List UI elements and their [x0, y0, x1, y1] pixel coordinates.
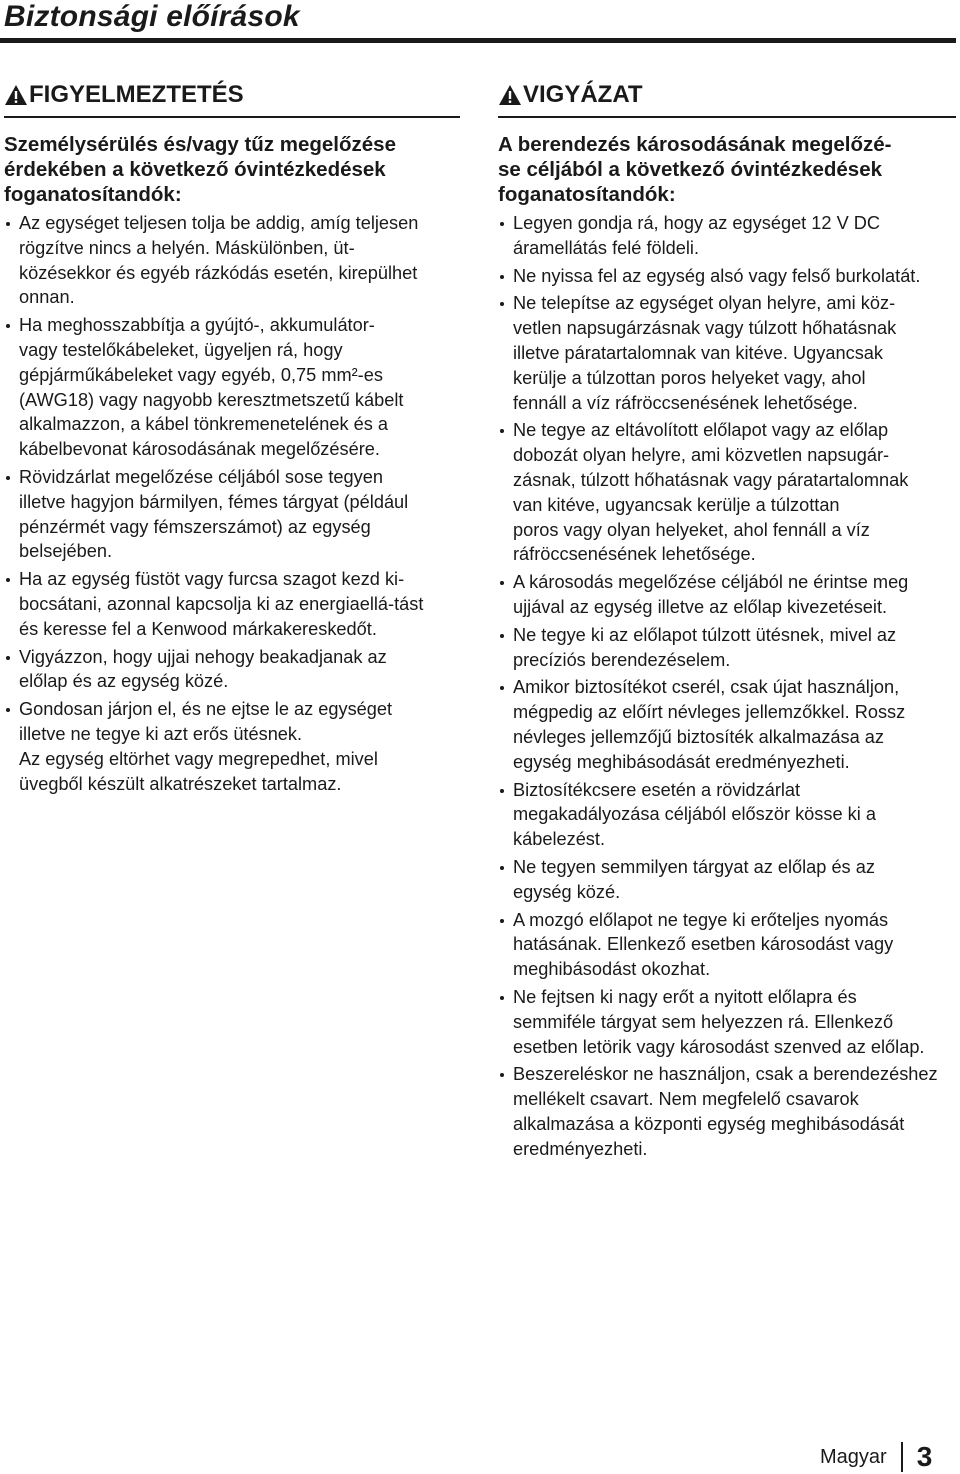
list-item-line: Ne tegye ki az előlapot túlzott ütésnek, mivel az — [513, 624, 897, 645]
list-item-line: áramellátás felé földeli. — [513, 237, 700, 258]
caution-intro — [498, 132, 956, 207]
list-item-line: hatásának. Ellenkező esetben károsodást vagy — [513, 934, 894, 955]
list-item-line: fennáll a víz ráfröccsenésének lehetősége. — [513, 392, 858, 413]
list-item — [498, 908, 956, 982]
list-item-line: rögzítve nincs a helyén. Máskülönben, üt- — [19, 237, 355, 258]
list-item-line: előlap és az egység közé. — [19, 671, 229, 692]
list-item-line: Az egységet teljesen tolja be addig, amíg teljesen — [19, 213, 419, 233]
list-item-line: A károsodás megelőzése céljából ne érintse meg — [513, 572, 909, 593]
warning-intro — [4, 132, 460, 207]
list-item-line: ujjával az egység illetve az előlap kivezetéseit. — [513, 596, 888, 617]
intro-line: érdekében a következő óvintézkedések — [4, 158, 386, 181]
list-item-line: névleges jellemzőjű biztosíték alkalmazása az — [513, 726, 885, 747]
list-item — [498, 570, 956, 620]
list-item-line: Ne tegyen semmilyen tárgyat az előlap és az — [513, 856, 875, 877]
list-item-line: Ha az egység füstöt vagy furcsa szagot kezd ki- — [19, 569, 405, 590]
page-footer — [820, 1440, 932, 1474]
intro-line: foganatosítandók: — [4, 183, 182, 206]
title-rule — [0, 38, 956, 43]
list-item — [498, 291, 956, 415]
list-item-line: Biztosítékcsere esetén a rövidzárlat — [513, 779, 801, 800]
intro-line: foganatosítandók: — [498, 183, 676, 206]
list-item — [498, 855, 956, 905]
caution-list — [498, 211, 956, 1161]
list-item-line: ráfröccsenésének lehetősége. — [513, 544, 756, 565]
footer-divider — [901, 1442, 903, 1472]
list-item — [4, 313, 460, 462]
list-item — [4, 697, 460, 796]
list-item — [498, 1062, 956, 1161]
list-item-line: illetve ne tegye ki azt erős ütésnek. — [19, 723, 303, 744]
list-item-line: semmiféle tárgyat sem helyezzen rá. Ellenkező — [513, 1011, 894, 1032]
list-item-line: (AWG18) vagy nagyobb keresztmetszetű kábelt — [19, 389, 404, 410]
list-item-line: van kitéve, ugyancsak kerülje a túlzottan — [513, 494, 840, 515]
list-item-line: Legyen gondja rá, hogy az egységet 12 V DC — [513, 213, 881, 233]
list-item-line: Gondosan járjon el, és ne ejtse le az egységet — [19, 699, 393, 720]
list-item-line: vetlen napsugárzásnak vagy túlzott hőhatásnak — [513, 318, 897, 339]
list-item-line: illetve páratartalomnak van kitéve. Ugyancsak — [513, 342, 883, 363]
list-item-line: megakadályozása céljából először kösse ki a — [513, 804, 876, 825]
list-item-line: közésekkor és egyéb rázkódás esetén, kirepülhet — [19, 262, 418, 283]
list-item — [4, 567, 460, 641]
list-item-line: gépjárműkábeleket vagy egyéb, 0,75 mm²-es — [19, 364, 383, 385]
list-item — [498, 675, 956, 774]
list-item-line: üvegből készült alkatrészeket tartalmaz. — [19, 773, 342, 794]
list-item-line: kábelbevonat károsodásának megelőzésére. — [19, 439, 380, 460]
list-item-line: pénzérmét vagy fémszerszámot) az egység — [19, 516, 371, 537]
list-item-line: mégpedig az előírt névleges jellemzőkkel. Rossz — [513, 702, 906, 723]
list-item-line: Amikor biztosítékot cserél, csak újat használjon, — [513, 677, 900, 698]
intro-line: A berendezés károsodásának megelőzé- — [498, 133, 892, 156]
list-item-line: alkalmazása a központi egység meghibásodását — [513, 1113, 905, 1134]
intro-line: Személysérülés és/vagy tűz megelőzése — [4, 133, 396, 156]
list-item — [498, 211, 956, 261]
list-item-line: kerülje a túlzottan poros helyeket vagy, ahol — [513, 367, 866, 388]
list-item-line: eredményezheti. — [513, 1138, 648, 1159]
caution-heading-text: VIGYÁZAT — [523, 81, 643, 108]
list-item-line: precíziós berendezéselem. — [513, 649, 731, 670]
caution-section — [498, 78, 956, 1164]
list-item — [498, 778, 956, 852]
warning-triangle-icon — [498, 84, 522, 106]
caution-heading — [498, 78, 956, 118]
list-item-line: Ne nyissa fel az egység alsó vagy felső burkolatát. — [513, 265, 921, 286]
page-number: 3 — [916, 1441, 933, 1472]
list-item — [4, 465, 460, 564]
list-item — [498, 623, 956, 673]
warning-list — [4, 211, 460, 796]
list-item-line: és keresse fel a Kenwood márkakereskedőt. — [19, 618, 377, 639]
list-item-line: Vigyázzon, hogy ujjai nehogy beakadjanak az — [19, 646, 387, 667]
list-item-line: esetben letörik vagy károsodást szenved az előlap. — [513, 1036, 925, 1057]
list-item-line: Ha meghosszabbítja a gyújtó-, akkumulátor- — [19, 315, 375, 336]
intro-line: se céljából a következő óvintézkedések — [498, 158, 882, 181]
list-item-line: egység meghibásodását eredményezheti. — [513, 751, 850, 772]
list-item — [498, 985, 956, 1059]
warning-triangle-icon — [4, 84, 28, 106]
list-item-line: onnan. — [19, 287, 75, 308]
list-item-line: A mozgó előlapot ne tegye ki erőteljes nyomás — [513, 909, 889, 930]
list-item-line: poros vagy olyan helyeket, ahol fennáll a víz — [513, 519, 870, 540]
list-item-line: zásnak, túlzott hőhatásnak vagy páratartalomnak — [513, 469, 909, 490]
page-title: Biztonsági előírások — [4, 0, 300, 33]
list-item-line: alkalmazzon, a kábel tönkremenetelének és a — [19, 414, 389, 435]
list-item — [498, 418, 956, 567]
list-item-line: Az egység eltörhet vagy megrepedhet, mivel — [19, 748, 378, 769]
footer-language: Magyar — [820, 1446, 887, 1468]
list-item-line: Ne tegye az eltávolított előlapot vagy az előlap — [513, 420, 889, 441]
list-item — [4, 211, 460, 310]
list-item-line: kábelezést. — [513, 829, 606, 850]
list-item-line: dobozát olyan helyre, ami közvetlen napsugár- — [513, 445, 890, 466]
list-item-line: vagy testelőkábeleket, ügyeljen rá, hogy — [19, 339, 343, 360]
list-item-line: mellékelt csavart. Nem megfelelő csavarok — [513, 1089, 859, 1110]
list-item — [498, 264, 956, 289]
list-item-line: Beszereléskor ne használjon, csak a berendezéshez — [513, 1064, 938, 1085]
list-item-line: belsejében. — [19, 541, 113, 562]
warning-heading-text: FIGYELMEZTETÉS — [29, 81, 244, 108]
list-item-line: meghibásodást okozhat. — [513, 959, 711, 980]
list-item-line: illetve hagyjon bármilyen, fémes tárgyat (például — [19, 491, 409, 512]
list-item-line: egység közé. — [513, 881, 621, 902]
list-item-line: Ne fejtsen ki nagy erőt a nyitott előlapra és — [513, 986, 857, 1007]
list-item-line: Rövidzárlat megelőzése céljából sose tegyen — [19, 466, 383, 487]
warning-section — [4, 78, 460, 799]
list-item-line: bocsátani, azonnal kapcsolja ki az energiaellá-tást — [19, 593, 424, 614]
warning-heading — [4, 78, 460, 118]
list-item — [4, 645, 460, 695]
list-item-line: Ne telepítse az egységet olyan helyre, ami köz- — [513, 293, 896, 314]
